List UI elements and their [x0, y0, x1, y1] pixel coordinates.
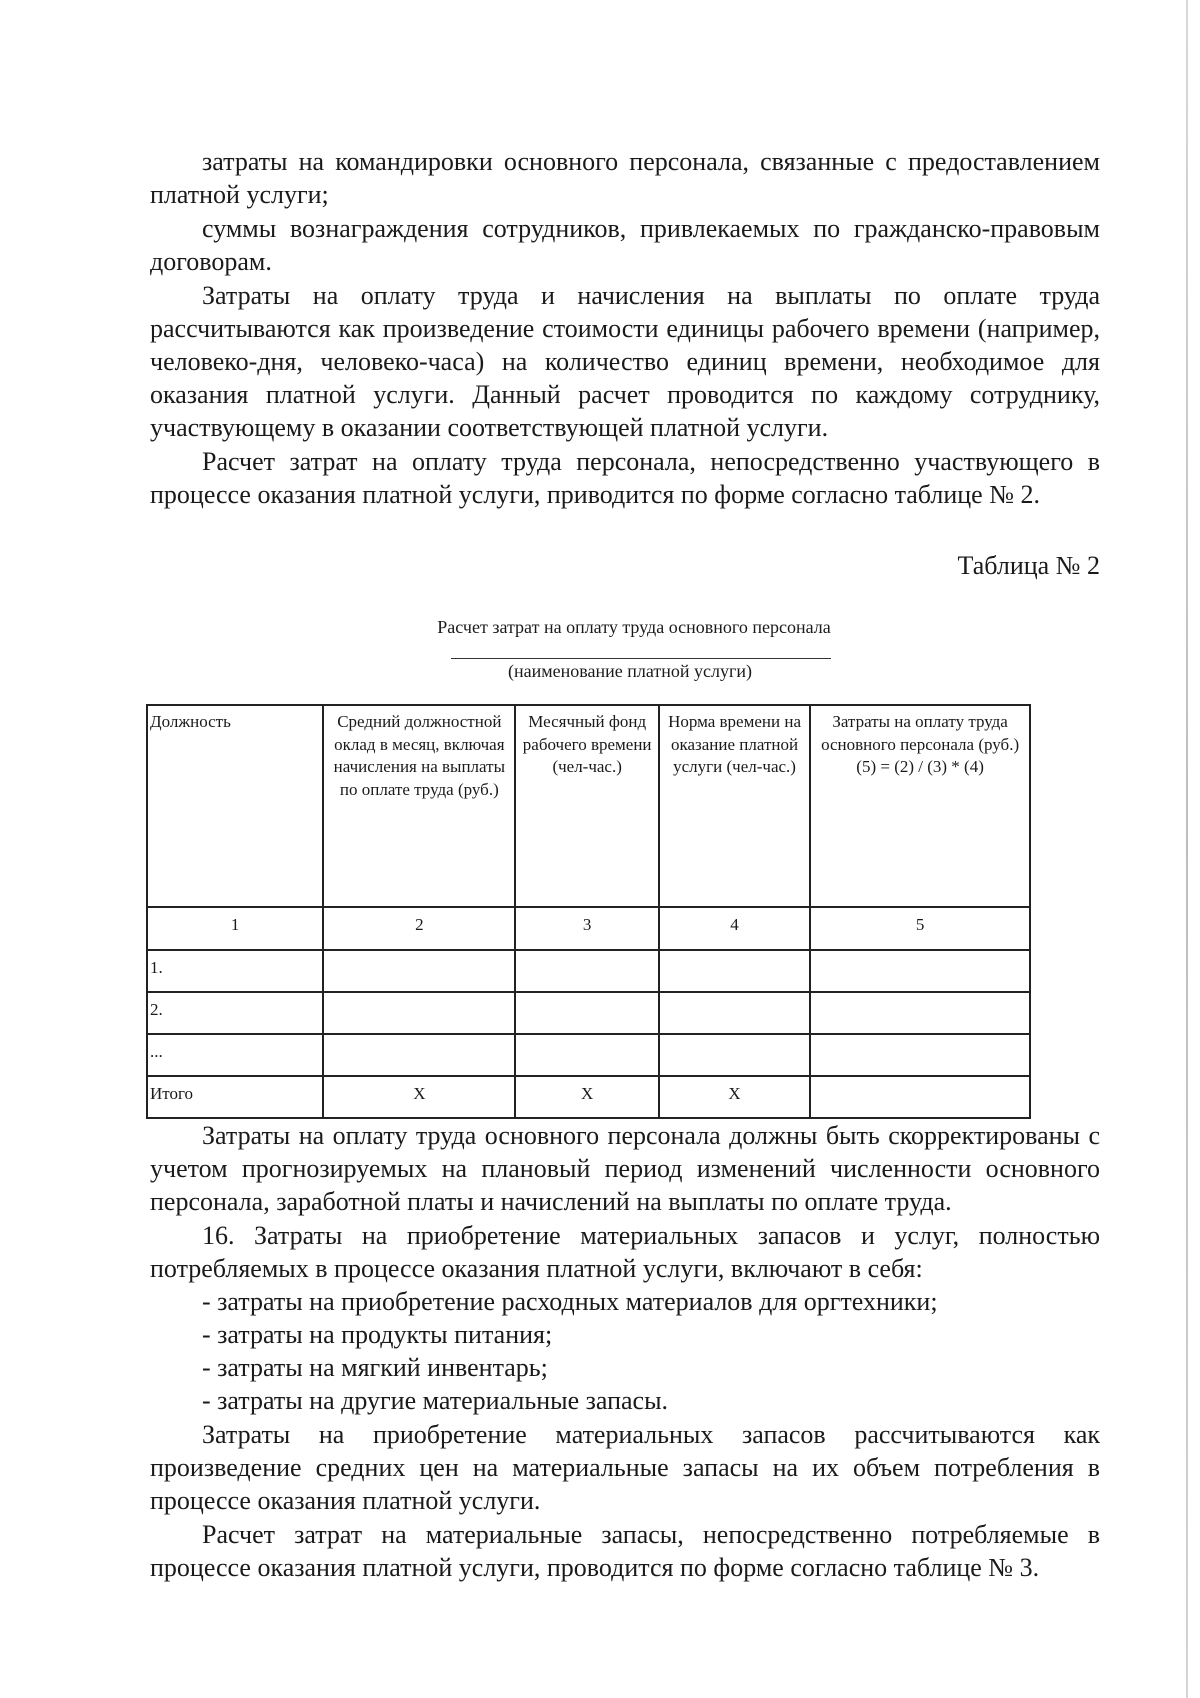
scan-page-edge: [1186, 0, 1188, 1698]
list-item: - затраты на мягкий инвентарь;: [202, 1353, 548, 1382]
header-work-time-fund: Месячный фонд рабочего времени (чел-час.): [515, 705, 658, 907]
table-cell: 2.: [147, 992, 323, 1034]
table-cell: [659, 992, 810, 1034]
header-salary: Средний должностной оклад в месяц, включая начисления на выплаты по оплате труда (руб.): [323, 705, 515, 907]
table-cell: [659, 1034, 810, 1076]
document-page: [150, 145, 1100, 1584]
header-position: Должность: [147, 705, 323, 907]
column-number: 4: [659, 907, 810, 950]
table-cell: [810, 1076, 1030, 1118]
table-cell: [810, 1034, 1030, 1076]
paragraph: Расчет затрат на оплату труда персонала, непосредственно участвующего в процессе оказания платной услуги, приводится по форме согласно таблице № 2.: [150, 447, 1100, 509]
table-cell: [515, 1034, 658, 1076]
column-number: 5: [810, 907, 1030, 950]
column-number: 2: [323, 907, 515, 950]
table-number: Таблица № 2: [957, 551, 1100, 580]
table-cell: X: [659, 1076, 810, 1118]
table-cell: [323, 1034, 515, 1076]
paragraph: Затраты на приобретение материальных запасов рассчитываются как произведение средних цен на материальные запасы на их объем потребления в процессе оказания платной услуги.: [150, 1420, 1100, 1515]
table-title: Расчет затрат на оплату труда основного персонала: [437, 617, 831, 637]
header-time-norm: Норма времени на оказание платной услуги (чел-час.): [659, 705, 810, 907]
table-cell: X: [323, 1076, 515, 1118]
table-row: [147, 1034, 1030, 1076]
service-name-blank-line: [451, 658, 831, 659]
table-total-row: [147, 1076, 1030, 1118]
list-item: - затраты на приобретение расходных материалов для оргтехники;: [202, 1287, 938, 1316]
table-cell: [810, 992, 1030, 1034]
table-header-row: [147, 705, 1030, 907]
paragraph: Затраты на оплату труда и начисления на выплаты по оплате труда рассчитываются как произведение стоимости единицы рабочего времени (например, человеко-дня, человеко-часа) на количество единиц времени, необходимое для оказания платной услуги. Данный расчет проводится по каждому сотруднику, участвующему в оказании соответствующей платной услуги.: [150, 281, 1100, 442]
paragraph: 16. Затраты на приобретение материальных запасов и услуг, полностью потребляемых в процессе оказания платной услуги, включают в себя:: [150, 1221, 1100, 1283]
table-row: [147, 950, 1030, 992]
header-labor-costs: Затраты на оплату труда основного персонала (руб.) (5) = (2) / (3) * (4): [810, 705, 1030, 907]
labor-cost-table: [146, 704, 1031, 1119]
table-cell: Итого: [147, 1076, 323, 1118]
column-number: 3: [515, 907, 658, 950]
paragraph: затраты на командировки основного персонала, связанные с предоставлением платной услуги;: [150, 147, 1100, 209]
table-cell: [323, 992, 515, 1034]
table-subtitle: (наименование платной услуги): [507, 661, 753, 681]
column-number: 1: [147, 907, 323, 950]
list-item: - затраты на другие материальные запасы.: [202, 1386, 669, 1415]
table-cell: X: [515, 1076, 658, 1118]
table-row: [147, 992, 1030, 1034]
paragraph: суммы вознаграждения сотрудников, привлекаемых по гражданско-правовым договорам.: [150, 214, 1100, 276]
table-cell: 1.: [147, 950, 323, 992]
table-cell: [659, 950, 810, 992]
paragraph: Расчет затрат на материальные запасы, непосредственно потребляемые в процессе оказания платной услуги, проводится по форме согласно таблице № 3.: [150, 1520, 1100, 1582]
table-cell: [515, 992, 658, 1034]
list-item: - затраты на продукты питания;: [202, 1320, 553, 1349]
table-cell: [810, 950, 1030, 992]
table-cell: [323, 950, 515, 992]
table-cell: [515, 950, 658, 992]
paragraph: Затраты на оплату труда основного персонала должны быть скорректированы с учетом прогнозируемых на плановый период изменений численности основного персонала, заработной платы и начислений на выплаты по оплате труда.: [150, 1121, 1100, 1216]
table-cell: ...: [147, 1034, 323, 1076]
column-number-row: [147, 907, 1030, 950]
